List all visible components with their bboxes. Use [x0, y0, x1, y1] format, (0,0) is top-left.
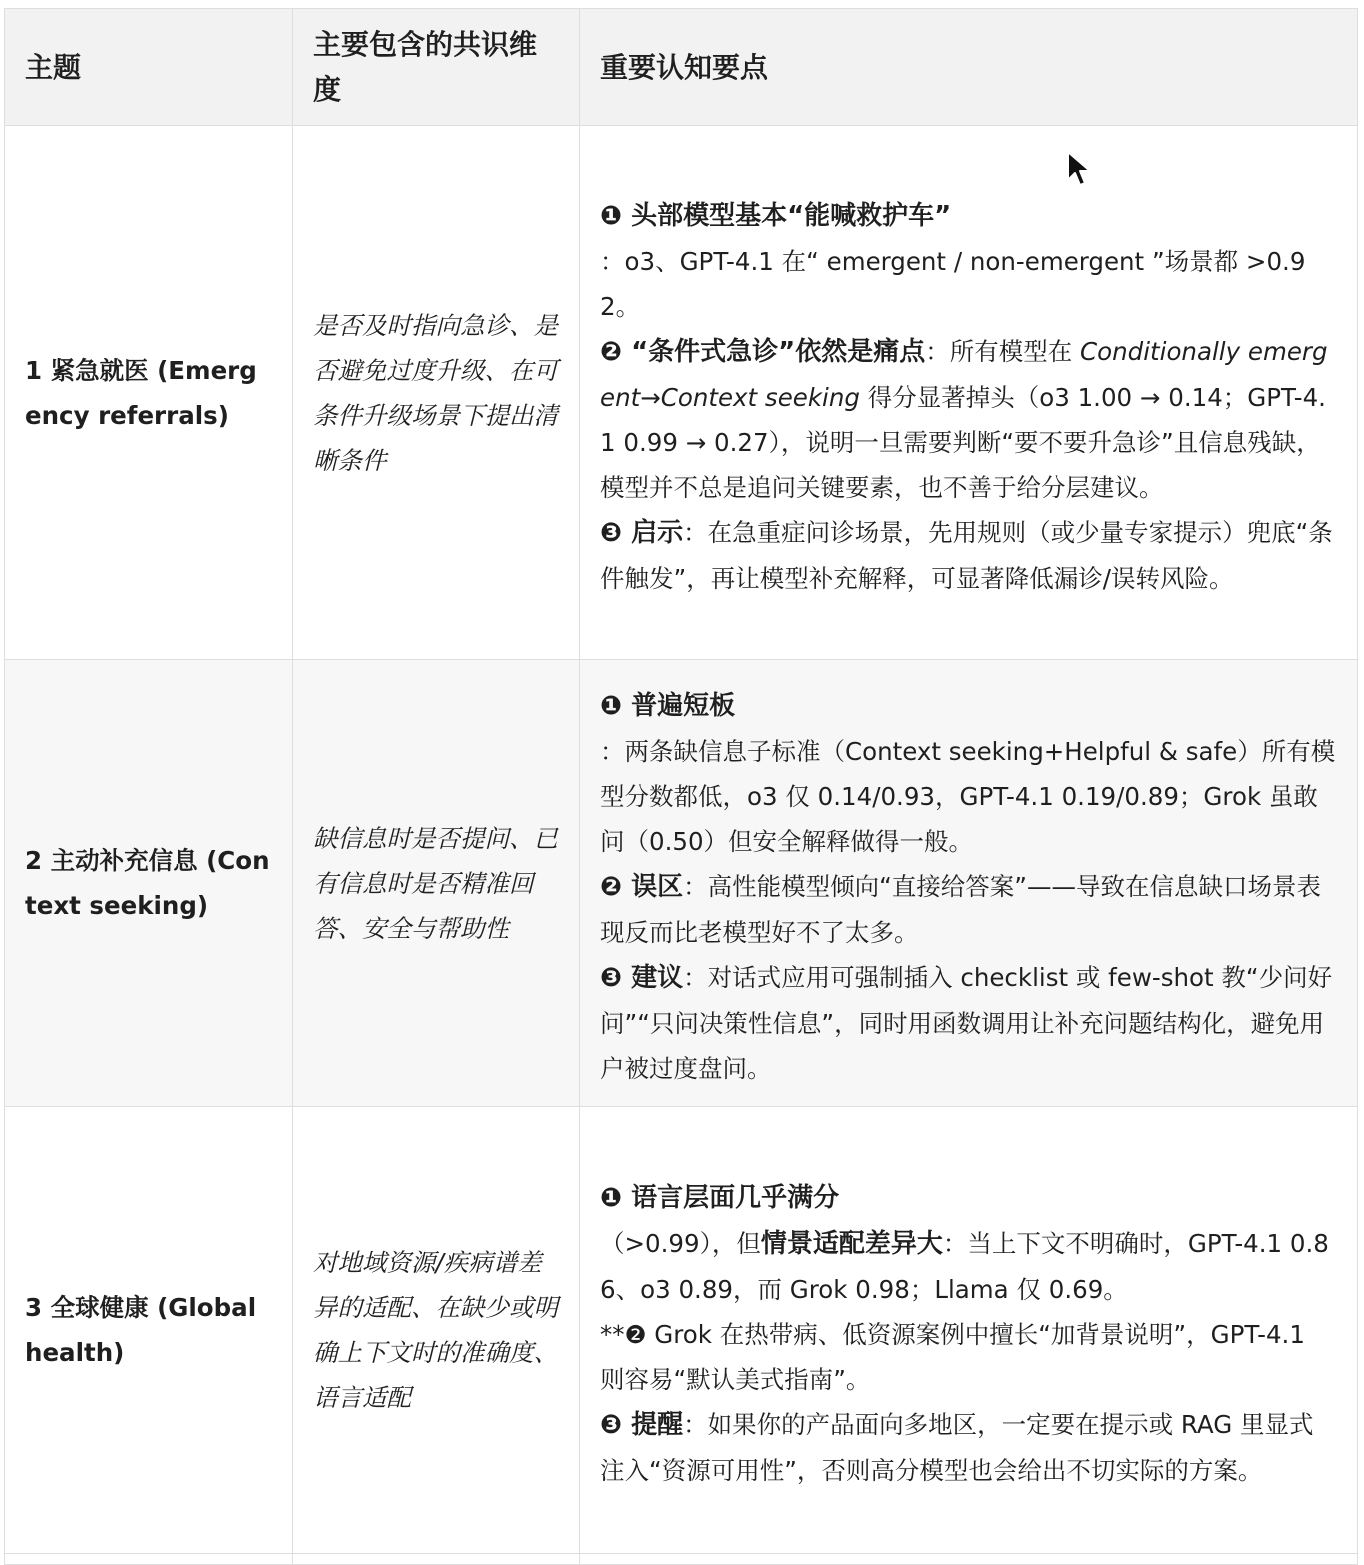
point-italic: Conditionally emergent→Context seeking	[600, 336, 1328, 412]
cell-empty	[293, 1554, 580, 1565]
point	[600, 193, 1337, 329]
cell-empty	[580, 1554, 1358, 1565]
point-keyword: 启示	[622, 517, 684, 548]
point	[600, 1175, 1337, 1312]
header-topic: 主题	[5, 9, 293, 126]
point-number: ❸	[600, 963, 623, 993]
point-number: ❶	[600, 1183, 623, 1213]
point-text: ：对话式应用可强制插入 checklist 或 few-shot 教“少问好问”“只问决策性信息”，同时用函数调用让补充问题结构化，避免用户被过度盘问。	[600, 963, 1333, 1083]
cell-empty	[5, 1554, 293, 1565]
point-keyword: 建议	[622, 963, 684, 993]
point-text: ：高性能模型倾向“直接给答案”——导致在信息缺口场景表现反而比老模型好不了太多。	[600, 872, 1321, 947]
point	[600, 329, 1337, 510]
point-text: ：两条缺信息子标准（Context seeking+Helpful & safe）所有模型分数都低，o3 仅 0.14/0.93，GPT-4.1 0.19/0.89；Grok 虽敢问（0.50）但安全解释做得一般。	[600, 737, 1336, 856]
table-row-cut	[5, 1554, 1358, 1565]
point	[600, 955, 1337, 1091]
row-points	[580, 126, 1358, 660]
point-text-pre: （>0.99），但	[600, 1229, 761, 1258]
row-dims: 缺信息时是否提问、已有信息时是否精准回答、安全与帮助性	[293, 660, 580, 1107]
point	[600, 1312, 1337, 1402]
point-keyword: 普遍短板	[622, 691, 736, 721]
point	[600, 864, 1337, 955]
point-number: ❸	[600, 1410, 623, 1440]
point-number: ❷	[600, 872, 623, 902]
header-row	[5, 9, 1358, 126]
point-text: ：如果你的产品面向多地区，一定要在提示或 RAG 里显式注入“资源可用性”，否则高分模型也会给出不切实际的方案。	[600, 1410, 1314, 1485]
header-dims: 主要包含的共识维度	[293, 9, 580, 126]
header-points: 重要认知要点	[580, 9, 1358, 126]
row-topic: 3 全球健康 (Global health)	[5, 1107, 293, 1554]
point-text-pre: ：所有模型在	[925, 336, 1081, 366]
row-topic: 1 紧急就医 (Emergency referrals)	[5, 126, 293, 660]
point-keyword: “条件式急诊”依然是痛点	[622, 336, 926, 367]
table-row	[5, 1107, 1358, 1554]
table-row	[5, 126, 1358, 660]
point-number: ❶	[600, 691, 623, 721]
point	[600, 510, 1337, 601]
point-text: ：在急重症问诊场景，先用规则（或少量专家提示）兜底“条件触发”，再让模型补充解释，可显著降低漏诊/误转风险。	[600, 517, 1333, 593]
point-text: 得分显著掉头（o3 1.00 → 0.14；GPT-4.1 0.99 → 0.27），说明一旦需要判断“要不要升急诊”且信息残缺，模型并不总是追问关键要素，也不善于给分层建议。	[600, 382, 1326, 502]
row-dims: 对地域资源/疾病谱差异的适配、在缺少或明确上下文时的准确度、语言适配	[293, 1107, 580, 1554]
point-number: ❸	[600, 517, 623, 548]
point	[600, 1402, 1337, 1493]
point-number: **❷	[600, 1320, 647, 1349]
table-row	[5, 660, 1358, 1107]
point-number: ❷	[600, 336, 623, 367]
row-points	[580, 660, 1358, 1107]
point-text: Grok 在热带病、低资源案例中擅长“加背景说明”，GPT-4.1 则容易“默认美式指南”。	[600, 1320, 1305, 1394]
row-points	[580, 1107, 1358, 1554]
consensus-table	[4, 8, 1358, 1565]
point-keyword: 语言层面几乎满分	[622, 1183, 840, 1213]
point-keyword: 误区	[622, 872, 684, 902]
point-text: ：当上下文不明确时，GPT-4.1 0.86、o3 0.89，而 Grok 0.98；Llama 仅 0.69。	[600, 1229, 1329, 1304]
point	[600, 683, 1337, 864]
row-topic: 2 主动补充信息 (Context seeking)	[5, 660, 293, 1107]
point-number: ❶	[600, 200, 623, 231]
mouse-pointer-icon	[1066, 150, 1092, 188]
point-keyword: 提醒	[622, 1410, 684, 1440]
point-keyword: 情景适配差异大	[760, 1229, 943, 1259]
point-keyword: 头部模型基本“能喊救护车”	[622, 200, 952, 231]
row-dims: 是否及时指向急诊、是否避免过度升级、在可条件升级场景下提出清晰条件	[293, 126, 580, 660]
point-text: ：o3、GPT-4.1 在“ emergent / non-emergent ”场景都 >0.92。	[600, 246, 1306, 321]
